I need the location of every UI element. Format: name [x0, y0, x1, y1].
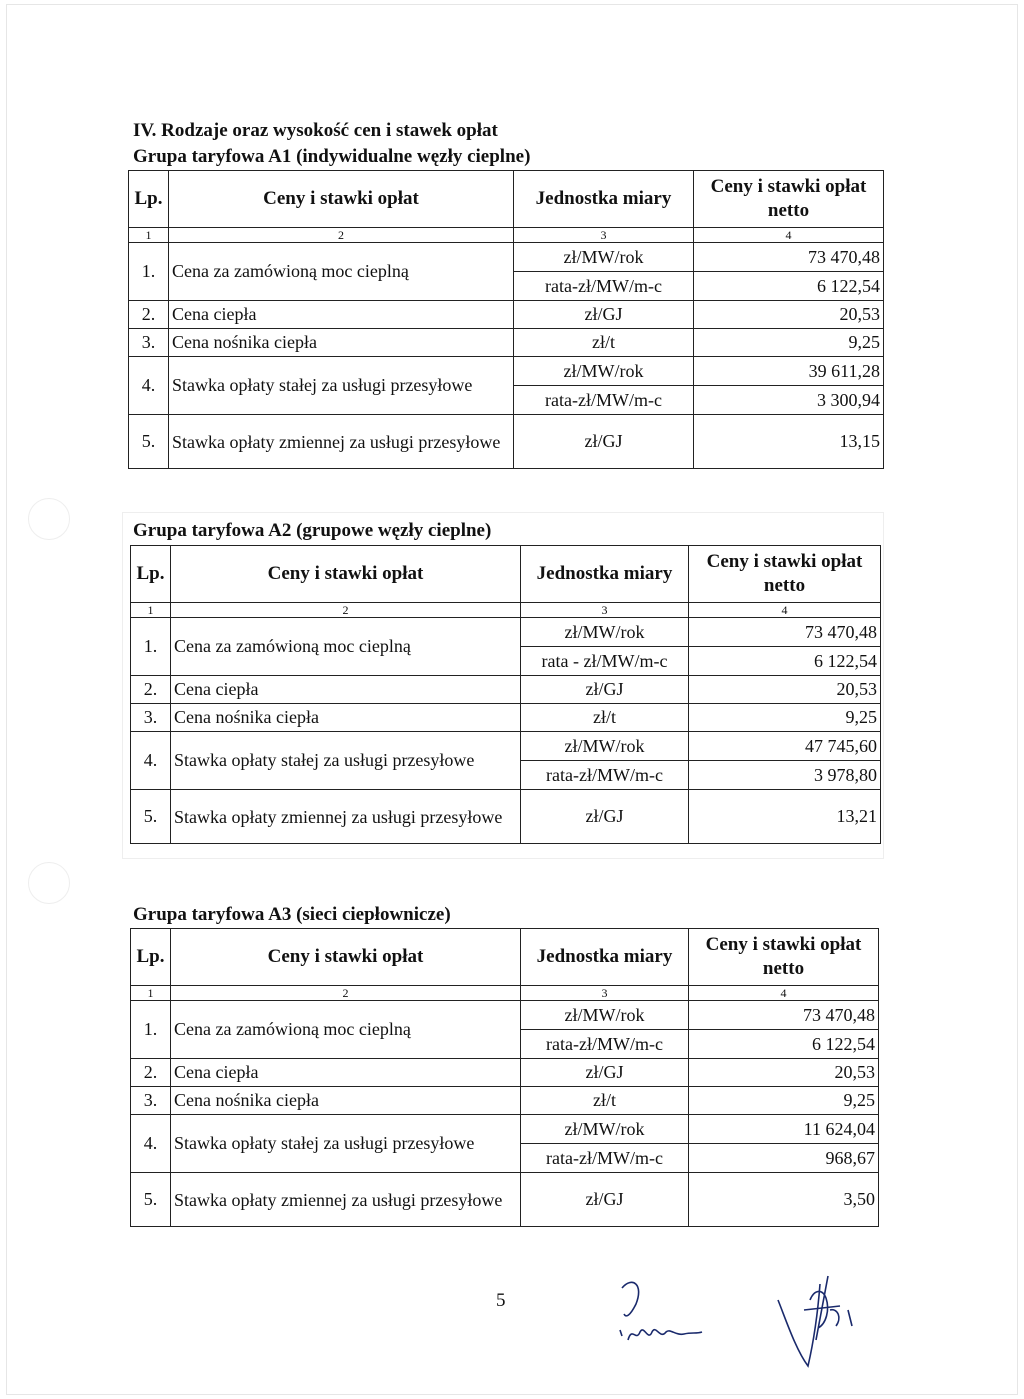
header-netto-line2: netto: [763, 575, 806, 596]
header-jednostka: Jednostka miary: [514, 171, 694, 228]
header-row: [131, 546, 881, 603]
row-unit: zł/MW/rok: [521, 732, 689, 761]
row-lp: 4.: [131, 732, 171, 790]
table-row: [129, 357, 884, 386]
header-row: [131, 929, 879, 986]
header-ceny: Ceny i stawki opłat: [169, 171, 514, 228]
row-lp: 4.: [129, 357, 169, 415]
table-row: [129, 301, 884, 329]
row-value: 968,67: [689, 1144, 879, 1173]
row-name: Cena nośnika ciepła: [171, 1087, 521, 1115]
row-value: 47 745,60: [689, 732, 881, 761]
row-value: 20,53: [694, 301, 884, 329]
table-row: [129, 415, 884, 469]
row-value: 39 611,28: [694, 357, 884, 386]
header-ceny: Ceny i stawki opłat: [171, 929, 521, 986]
row-name: Cena ciepła: [171, 676, 521, 704]
row-value: 3 300,94: [694, 386, 884, 415]
header-netto: [689, 546, 881, 603]
tariff-table-a1: [128, 170, 884, 469]
row-name: Stawka opłaty stałej za usługi przesyłowe: [169, 357, 514, 415]
signature-1: [620, 1282, 702, 1340]
table-row: [131, 790, 881, 844]
header-netto-line2: netto: [767, 200, 810, 221]
header-lp: Lp.: [131, 546, 171, 603]
header-netto-line1: Ceny i stawki opłat: [705, 934, 862, 955]
row-unit: zł/MW/rok: [514, 243, 694, 272]
header-ceny: Ceny i stawki opłat: [171, 546, 521, 603]
column-index: 3: [521, 986, 689, 1001]
table-row: [131, 1001, 879, 1030]
row-lp: 2.: [129, 301, 169, 329]
table-row: [131, 1173, 879, 1227]
row-unit: zł/MW/rok: [521, 1115, 689, 1144]
column-index: 1: [129, 228, 169, 243]
row-unit: rata-zł/MW/m-c: [514, 272, 694, 301]
row-lp: 5.: [131, 790, 171, 844]
header-lp: Lp.: [131, 929, 171, 986]
row-name: Cena za zamówioną moc cieplną: [171, 1001, 521, 1059]
row-value: 6 122,54: [689, 647, 881, 676]
signatures: [600, 1270, 890, 1380]
row-lp: 5.: [131, 1173, 171, 1227]
row-lp: 2.: [131, 1059, 171, 1087]
column-index: 2: [171, 603, 521, 618]
row-value: 3,50: [689, 1173, 879, 1227]
row-unit: zł/t: [521, 704, 689, 732]
row-name: Cena za zamówioną moc cieplną: [169, 243, 514, 301]
table-row: [129, 329, 884, 357]
row-value: 3 978,80: [689, 761, 881, 790]
tariff-table-a3: [130, 928, 879, 1227]
header-netto: [694, 171, 884, 228]
row-lp: 3.: [131, 1087, 171, 1115]
header-netto: [689, 929, 879, 986]
row-value: 73 470,48: [689, 618, 881, 647]
row-value: 13,15: [694, 415, 884, 469]
row-lp: 3.: [131, 704, 171, 732]
header-netto-line1: Ceny i stawki opłat: [706, 551, 863, 572]
signature-2: [778, 1276, 852, 1366]
row-unit: zł/t: [521, 1087, 689, 1115]
punch-hole-mark: [28, 498, 70, 540]
group-title-a1: Grupa taryfowa A1 (indywidualne węzły cieplne): [133, 146, 531, 167]
table-row: [131, 1087, 879, 1115]
table-row: [131, 1115, 879, 1144]
header-lp: Lp.: [129, 171, 169, 228]
page-number: 5: [496, 1290, 506, 1311]
row-value: 6 122,54: [689, 1030, 879, 1059]
column-index: 3: [521, 603, 689, 618]
row-value: 73 470,48: [689, 1001, 879, 1030]
header-row: [129, 171, 884, 228]
row-name: Cena ciepła: [169, 301, 514, 329]
row-lp: 3.: [129, 329, 169, 357]
row-name: Stawka opłaty stałej za usługi przesyłowe: [171, 732, 521, 790]
row-unit: zł/MW/rok: [521, 618, 689, 647]
punch-hole-mark: [28, 862, 70, 904]
table-row: [129, 243, 884, 272]
row-value: 11 624,04: [689, 1115, 879, 1144]
row-name: Stawka opłaty zmiennej za usługi przesyłowe: [171, 1173, 521, 1227]
column-index: 2: [171, 986, 521, 1001]
row-lp: 1.: [129, 243, 169, 301]
group-title-a3: Grupa taryfowa A3 (sieci ciepłownicze): [133, 904, 451, 925]
column-index: 4: [694, 228, 884, 243]
header-jednostka: Jednostka miary: [521, 929, 689, 986]
header-jednostka: Jednostka miary: [521, 546, 689, 603]
row-unit: zł/t: [514, 329, 694, 357]
header-netto-line1: Ceny i stawki opłat: [710, 176, 867, 197]
row-name: Stawka opłaty zmiennej za usługi przesyłowe: [169, 415, 514, 469]
table-row: [131, 676, 881, 704]
row-unit: zł/GJ: [514, 415, 694, 469]
section-heading: IV. Rodzaje oraz wysokość cen i stawek opłat: [133, 120, 498, 141]
row-lp: 1.: [131, 618, 171, 676]
row-value: 6 122,54: [694, 272, 884, 301]
column-index-row: [129, 228, 884, 243]
row-name: Stawka opłaty zmiennej za usługi przesyłowe: [171, 790, 521, 844]
row-value: 13,21: [689, 790, 881, 844]
row-unit: zł/GJ: [521, 790, 689, 844]
row-value: 73 470,48: [694, 243, 884, 272]
row-lp: 5.: [129, 415, 169, 469]
row-unit: zł/GJ: [521, 676, 689, 704]
column-index: 1: [131, 986, 171, 1001]
table-row: [131, 732, 881, 761]
header-netto-line2: netto: [762, 958, 805, 979]
row-name: Stawka opłaty stałej za usługi przesyłowe: [171, 1115, 521, 1173]
row-lp: 2.: [131, 676, 171, 704]
row-unit: zł/GJ: [521, 1059, 689, 1087]
row-unit: rata-zł/MW/m-c: [514, 386, 694, 415]
table-row: [131, 704, 881, 732]
row-name: Cena ciepła: [171, 1059, 521, 1087]
column-index: 2: [169, 228, 514, 243]
row-unit: zł/MW/rok: [521, 1001, 689, 1030]
row-unit: rata-zł/MW/m-c: [521, 761, 689, 790]
table-row: [131, 618, 881, 647]
row-unit: zł/GJ: [521, 1173, 689, 1227]
table-row: [131, 1059, 879, 1087]
row-name: Cena nośnika ciepła: [171, 704, 521, 732]
row-value: 20,53: [689, 676, 881, 704]
row-value: 9,25: [689, 704, 881, 732]
row-unit: rata-zł/MW/m-c: [521, 1144, 689, 1173]
column-index-row: [131, 603, 881, 618]
row-name: Cena nośnika ciepła: [169, 329, 514, 357]
row-unit: rata-zł/MW/m-c: [521, 1030, 689, 1059]
tariff-table-a2: [130, 545, 881, 844]
row-name: Cena za zamówioną moc cieplną: [171, 618, 521, 676]
row-unit: zł/GJ: [514, 301, 694, 329]
row-unit: rata - zł/MW/m-c: [521, 647, 689, 676]
row-lp: 4.: [131, 1115, 171, 1173]
group-title-a2: Grupa taryfowa A2 (grupowe węzły cieplne): [133, 520, 492, 541]
row-unit: zł/MW/rok: [514, 357, 694, 386]
column-index: 4: [689, 603, 881, 618]
row-value: 9,25: [694, 329, 884, 357]
column-index: 4: [689, 986, 879, 1001]
row-lp: 1.: [131, 1001, 171, 1059]
row-value: 9,25: [689, 1087, 879, 1115]
column-index-row: [131, 986, 879, 1001]
column-index: 1: [131, 603, 171, 618]
row-value: 20,53: [689, 1059, 879, 1087]
column-index: 3: [514, 228, 694, 243]
